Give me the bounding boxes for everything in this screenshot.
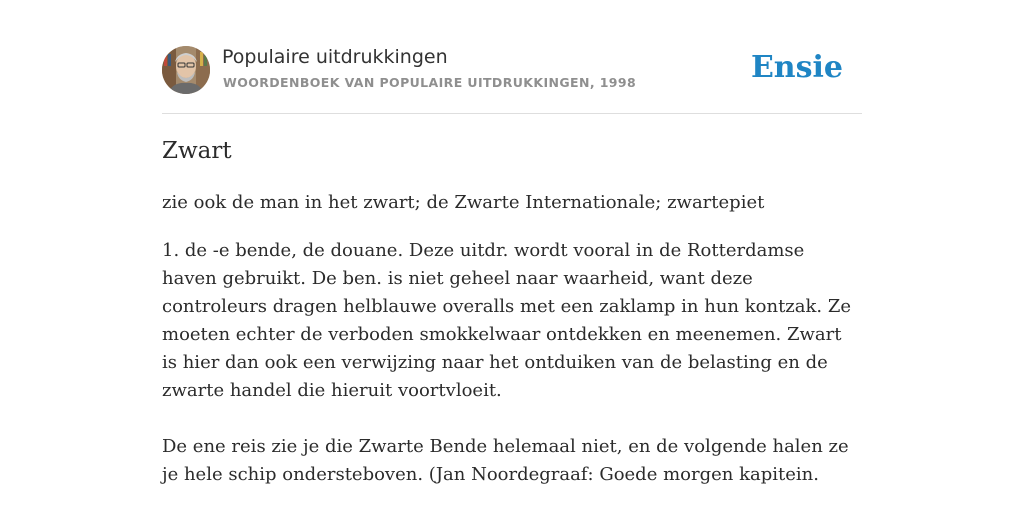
header-divider: [162, 113, 862, 114]
entry-example: De ene reis zie je die Zwarte Bende helemaal niet, en de volgende halen ze je hele schip ondersteboven. (Jan Noordegraaf: Goede morgen kapitein.: [162, 436, 849, 485]
entry-header: [162, 46, 862, 96]
entry-card: [162, 0, 862, 512]
author-portrait-icon: [162, 46, 210, 94]
entry-headword: Zwart: [162, 138, 232, 164]
source-title[interactable]: Populaire uitdrukkingen: [222, 46, 448, 68]
entry-see-also: zie ook de man in het zwart; de Zwarte Internationale; zwartepiet: [162, 192, 765, 213]
entry-definition: 1. de -e bende, de douane. Deze uitdr. wordt vooral in de Rotterdamse haven gebruikt. De ben. is niet geheel naar waarheid, want deze controleurs dragen helblauwe overalls met een zaklamp in hun kontzak. Ze moeten echter de verboden smokkelwaar ontdekken en meenemen. Zwart is hier dan ook een verwijzing naar het ontduiken van de belasting en de zwarte handel die hieruit voortvloeit.: [162, 240, 852, 401]
author-avatar[interactable]: [162, 46, 210, 94]
brand-logo[interactable]: Ensie: [750, 50, 843, 85]
source-subtitle: WOORDENBOEK VAN POPULAIRE UITDRUKKINGEN, 1998: [223, 75, 637, 90]
